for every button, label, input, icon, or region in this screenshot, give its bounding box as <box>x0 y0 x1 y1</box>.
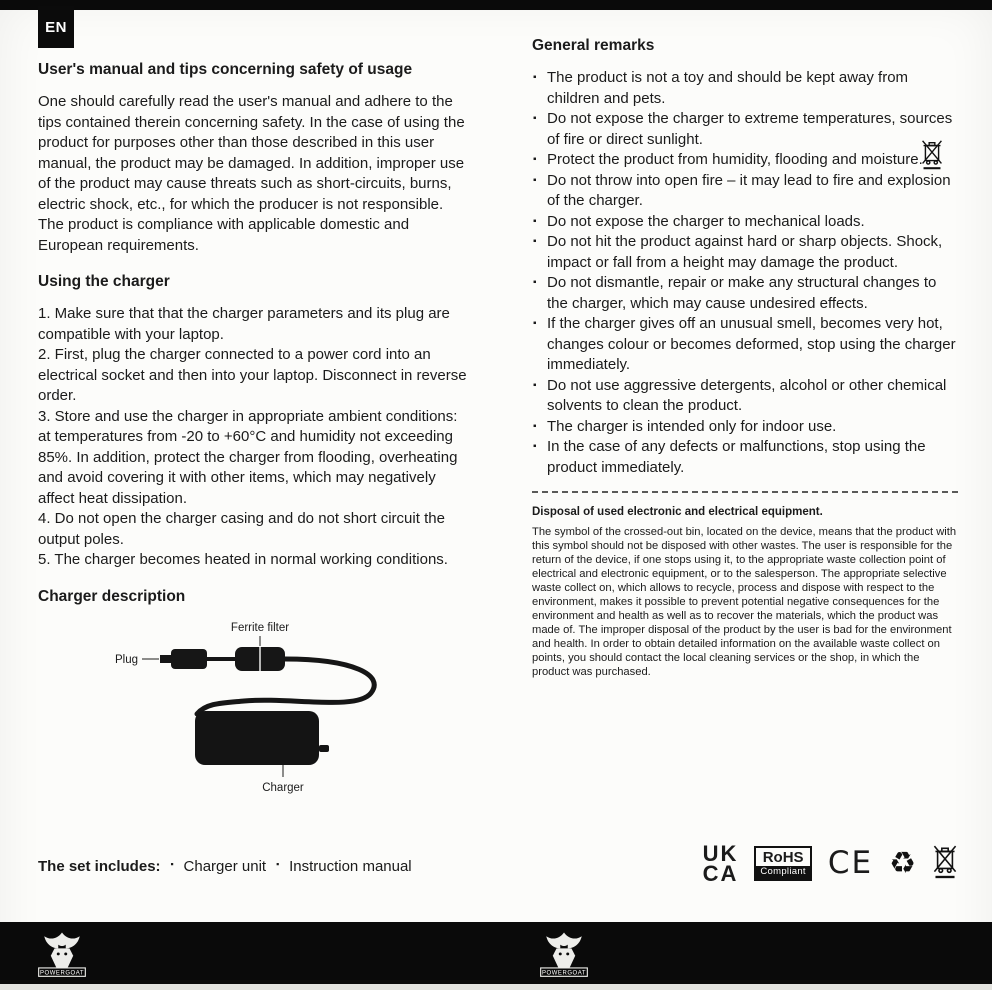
charger-description-heading: Charger description <box>38 587 186 605</box>
brand-name: POWERGOAT <box>541 970 587 977</box>
recycle-icon: ♻ <box>889 846 916 880</box>
remark-item: ▪ Do not hit the product against hard or sharp objects. Shock, impact or fall from a height may damage the product. <box>532 232 958 273</box>
using-charger-heading: Using the charger <box>38 273 170 290</box>
left-column <box>38 60 472 816</box>
remark-item: ▪ Do not dismantle, repair or make any structural changes to the charger, which may cause undesired effects. <box>532 273 958 314</box>
disposal-body: The symbol of the crossed-out bin, located on the device, means that the product with this symbol should not be disposed with other wastes. The user is responsible for the return of the device, if one stops using it, to the appropriate waste collection point of electrical and electronic equipment, or to the salesperson. The appropriate selective waste collect on, which allows to recycle, process and dispose with respect to the environment, makes it possible to prevent potential negative consequences for the environment and health as well as to recover the materials, which the product was made of. The improper disposal of the product by the user is bad for the environment and health. In order to obtain detailed information on the available waste collect on points, you should contact the local cleaning services or the shop, in which the product was purchased. <box>532 526 957 678</box>
plug-icon <box>160 649 207 669</box>
page-bottom-edge <box>0 984 992 990</box>
charger-label: Charger <box>262 781 304 794</box>
general-remarks-heading: General remarks <box>532 37 655 54</box>
remark-item: ▪ Do not throw into open fire – it may lead to fire and explosion of the charger. <box>532 171 958 212</box>
set-includes-item: ▪ Charger unit <box>171 858 267 875</box>
compliance-marks <box>702 840 958 886</box>
brand-logo <box>536 925 592 986</box>
set-includes-label: The set includes: <box>38 858 161 875</box>
footer-bar <box>0 922 992 984</box>
plug-label: Plug <box>114 653 138 666</box>
ukca-mark-top: UK <box>702 840 739 866</box>
language-badge <box>38 6 74 48</box>
remark-item: ▪ Do not expose the charger to extreme temperatures, sources of fire or direct sunlight. <box>532 109 958 150</box>
top-edge-bar <box>0 0 992 10</box>
remark-item: ▪ Do not use aggressive detergents, alcohol or other chemical solvents to clean the product. <box>532 376 958 417</box>
remark-item: ▪ If the charger gives off an unusual smell, becomes very hot, changes colour or becomes deformed, stop using the charger immediately. <box>532 314 958 376</box>
set-includes <box>38 858 412 875</box>
remark-item: ▪ The product is not a toy and should be kept away from children and pets. <box>532 68 958 109</box>
using-charger-step: 5. The charger becomes heated in normal working conditions. <box>38 551 448 568</box>
remark-item: ▪ In the case of any defects or malfunctions, stop using the product immediately. <box>532 437 958 478</box>
cable <box>197 659 374 714</box>
brand-logo <box>34 925 90 986</box>
ce-mark: CE <box>827 845 874 881</box>
language-badge-label: EN <box>45 18 67 36</box>
using-charger-step: 1. Make sure that that the charger parameters and its plug are compatible with your laptop. <box>38 305 450 343</box>
ukca-mark-bottom: CA <box>702 860 739 886</box>
set-includes-item: ▪ Instruction manual <box>276 858 412 875</box>
remark-item: ▪ The charger is intended only for indoor use. <box>532 417 958 438</box>
charger-brick <box>195 711 319 765</box>
output-cable-stub <box>319 745 329 752</box>
rohs-mark-label: RoHS <box>762 849 804 866</box>
usage-body: One should carefully read the user's manual and adhere to the tips contained therein concerning safety. In the case of using the product for purposes other than those described in this user manual, the product may be damaged. In addition, improper use of the product may cause threats such as short-circuits, burns, electric shock, etc., for which the producer is not responsible. The product is compliance with applicable domestic and European requirements. <box>38 93 465 254</box>
dashed-divider <box>532 491 958 493</box>
ferrite-filter-icon <box>235 647 285 671</box>
weee-bin-icon <box>920 138 944 175</box>
weee-bin-icon <box>932 843 958 884</box>
right-column <box>532 36 958 679</box>
ukca-mark <box>702 840 739 886</box>
goat-icon <box>34 925 90 981</box>
disposal-heading: Disposal of used electronic and electrical equipment. <box>532 506 823 518</box>
remark-item: ▪ Protect the product from humidity, flooding and moisture. <box>532 150 958 171</box>
brand-name: POWERGOAT <box>39 970 85 977</box>
general-remarks-list <box>532 68 958 478</box>
usage-heading: User's manual and tips concerning safety of usage <box>38 61 413 78</box>
using-charger-step: 3. Store and use the charger in appropriate ambient conditions: at temperatures from -20 to +60°C and humidity not exceeding 85%. In addition, protect the charger from flooding, overheating and avoid covering it with other items, which may negatively affect heat dissipation. <box>38 407 458 507</box>
using-charger-step: 4. Do not open the charger casing and do not short circuit the output poles. <box>38 510 445 548</box>
charger-diagram <box>38 619 472 816</box>
charger-diagram-svg <box>38 619 470 811</box>
rohs-mark <box>754 846 811 881</box>
rohs-mark-sublabel: Compliant <box>756 866 809 879</box>
goat-icon <box>536 925 592 981</box>
ferrite-filter-label: Ferrite filter <box>230 621 290 634</box>
remark-item: ▪ Do not expose the charger to mechanical loads. <box>532 212 958 233</box>
using-charger-step: 2. First, plug the charger connected to a power cord into an electrical socket and then into your laptop. Disconnect in reverse order. <box>38 346 467 404</box>
